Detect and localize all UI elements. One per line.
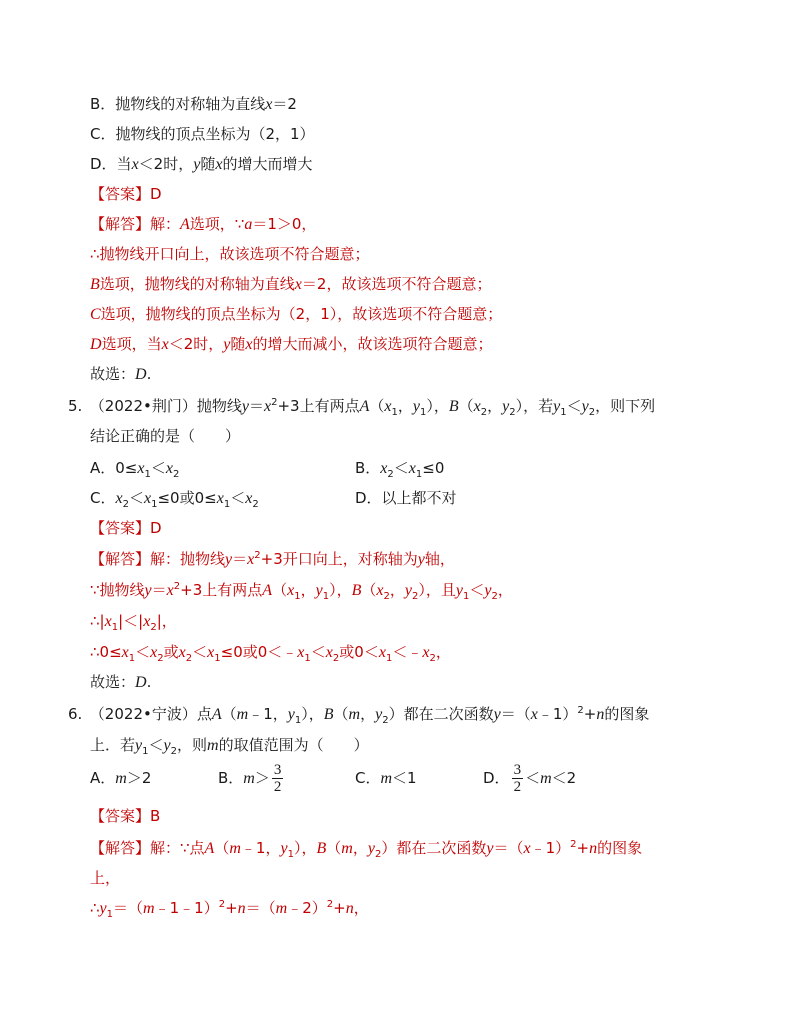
solution-line: ∵抛物线$y=x^2+3$上有两点$A(x_1$，$y_1$），$B(x_2$，$y_2$），且$y_1<y_2$， — [90, 581, 513, 602]
solution-line: 上， — [90, 869, 121, 887]
solution-line: 【解答】解：抛物线$y=x^2+3$开口向上，对称轴为y轴， — [90, 550, 455, 568]
solution-line: $\therefore 0\le x_1<x_2$或$x_2<x_1\le 0$或$0<﹣x_1<x_2$或$0<x_1<﹣x_2$， — [90, 643, 451, 664]
final-choice: 故选：D. — [90, 673, 152, 691]
fraction: $\frac{3}{2}$ — [513, 762, 522, 795]
solution-line: $\therefore|x_1|<|x_2|$， — [90, 612, 177, 633]
solution-line: 【解答】解：A选项，∵a＝1＞0， — [90, 215, 317, 233]
fraction: $\frac{3}{2}$ — [273, 762, 282, 795]
question-5-stem-cont: 结论正确的是（ ） — [90, 427, 241, 445]
answer-label: 【答案】D — [90, 185, 162, 203]
option-d: D．当x＜2时，y随x的增大而增大 — [90, 155, 313, 173]
option-d: D． $\frac{3}{2}$ ＜m＜2 — [483, 762, 577, 795]
question-5-stem: 5. （2022•荆门）抛物线$y=x^2+3$上有两点$A(x_1$，$y_1$），$B(x_2$，$y_2$），若$y_1<y_2$，则下列 — [68, 397, 656, 418]
solution-line: $\therefore y_1=(m﹣1﹣1)^2+n=(m﹣2)^2+n$， — [90, 899, 369, 920]
answer-label: 【答案】B — [90, 807, 161, 825]
question-6-stem: 6. （2022•宁波）点A（m﹣1，$y_1$），B（m，$y_2$）都在二次函数y＝（x﹣1）$^2$+n的图象 — [68, 705, 650, 726]
option-b: B．m＞ $\frac{3}{2}$ — [218, 762, 282, 795]
option-a: A．m＞2 — [90, 769, 152, 787]
option-b: B．抛物线的对称轴为直线x＝2 — [90, 95, 297, 113]
solution-line: D选项，当x＜2时，y随x的增大而减小，故该选项符合题意； — [90, 335, 493, 353]
option-d: D．以上都不对 — [355, 489, 457, 507]
option-c: C．$x_2<x_1\le 0$或$0\le x_1<x_2$ — [90, 489, 259, 510]
solution-line: ∴抛物线开口向上，故该选项不符合题意； — [90, 245, 370, 263]
option-b: B．$x_2<x_1\le 0$ — [355, 459, 445, 480]
solution-line: 【解答】解：∵点A（m﹣1，$y_1$），B（m，$y_2$）都在二次函数y＝（x﹣1）$^2$+n的图象 — [90, 839, 643, 860]
solution-line: C选项，抛物线的顶点坐标为（2，1），故该选项不符合题意； — [90, 305, 503, 323]
solution-line: B选项，抛物线的对称轴为直线x＝2，故该选项不符合题意； — [90, 275, 492, 293]
answer-label: 【答案】D — [90, 519, 162, 537]
option-c: C．抛物线的顶点坐标为（2，1） — [90, 125, 315, 143]
final-choice: 故选：D. — [90, 365, 152, 383]
option-a: A．$0\le x_1<x_2$ — [90, 459, 180, 480]
question-6-stem-cont: 上．若$y_1<y_2$，则m的取值范围为（ ） — [90, 736, 369, 757]
option-c: C．m＜1 — [355, 769, 417, 787]
